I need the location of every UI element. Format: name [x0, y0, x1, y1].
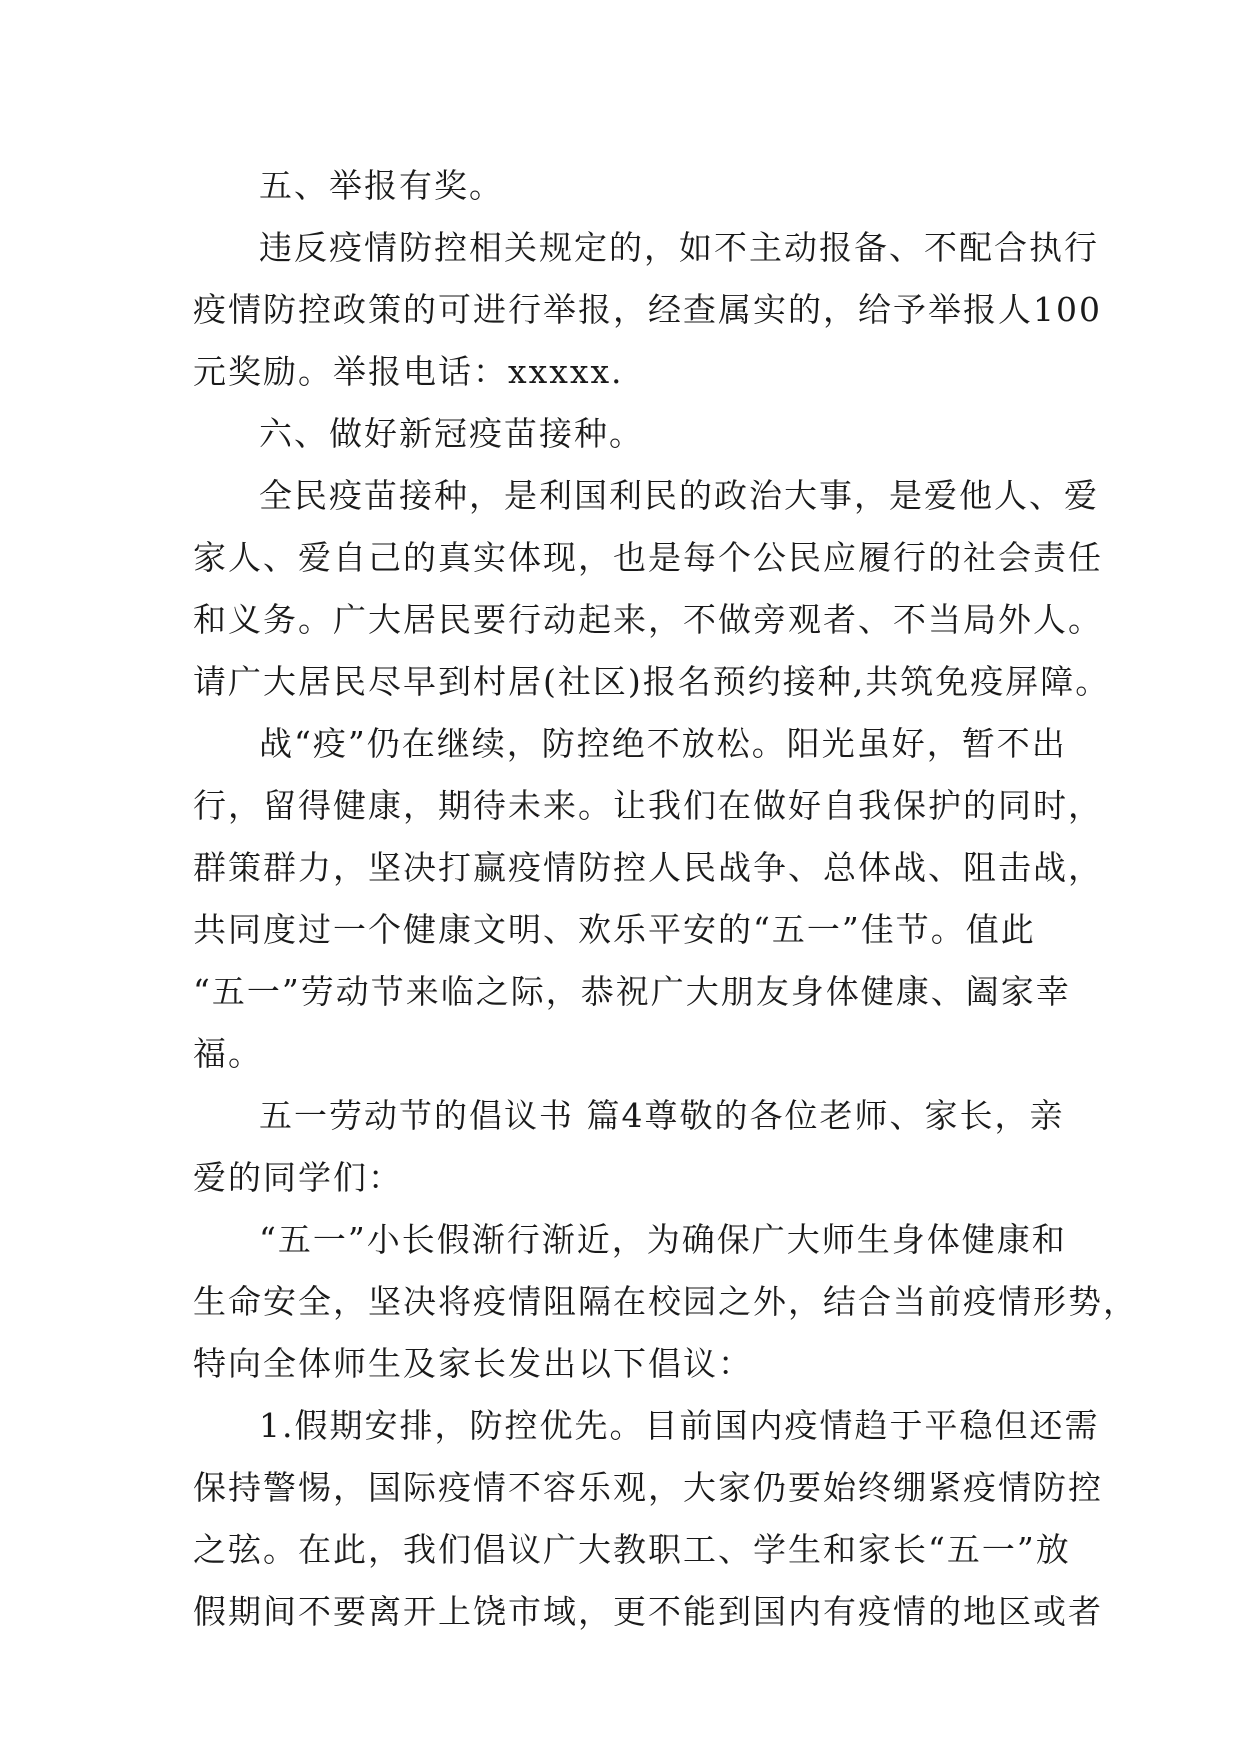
paragraph-line: 爱的同学们： — [193, 1158, 403, 1197]
paragraph-line: 特向全体师生及家长发出以下倡议： — [193, 1344, 753, 1383]
paragraph-line: 1.假期安排，防控优先。目前国内疫情趋于平稳但还需 — [259, 1406, 1100, 1445]
paragraph-line: 生命安全，坚决将疫情阻隔在校园之外，结合当前疫情形势， — [193, 1282, 1138, 1321]
paragraph-line: “五一”劳动节来临之际，恭祝广大朋友身体健康、阖家幸 — [193, 972, 1071, 1011]
section-heading-5: 五、举报有奖。 — [259, 166, 504, 205]
paragraph-line: 战“疫”仍在继续，防控绝不放松。阳光虽好，暂不出 — [259, 724, 1067, 763]
paragraph-line: 请广大居民尽早到村居(社区)报名预约接种,共筑免疫屏障。 — [193, 662, 1111, 701]
paragraph-line: 疫情防控政策的可进行举报，经查属实的，给予举报人100 — [193, 290, 1102, 329]
paragraph-line: 保持警惕，国际疫情不容乐观，大家仍要始终绷紧疫情防控 — [193, 1468, 1103, 1507]
paragraph-line: 家人、爱自己的真实体现，也是每个公民应履行的社会责任 — [193, 538, 1103, 577]
paragraph-line: 全民疫苗接种，是利国利民的政治大事，是爱他人、爱 — [259, 476, 1099, 515]
paragraph-line: 违反疫情防控相关规定的，如不主动报备、不配合执行 — [259, 228, 1099, 267]
paragraph-line: 福。 — [193, 1034, 263, 1073]
section-heading-6: 六、做好新冠疫苗接种。 — [259, 414, 644, 453]
paragraph-line: 之弦。在此，我们倡议广大教职工、学生和家长“五一”放 — [193, 1530, 1071, 1569]
paragraph-line: 假期间不要离开上饶市域，更不能到国内有疫情的地区或者 — [193, 1592, 1103, 1631]
article-title-line: 五一劳动节的倡议书 篇4尊敬的各位老师、家长，亲 — [259, 1096, 1065, 1135]
paragraph-line: 群策群力，坚决打赢疫情防控人民战争、总体战、阻击战， — [193, 848, 1103, 887]
paragraph-line: “五一”小长假渐行渐近，为确保广大师生身体健康和 — [259, 1220, 1067, 1259]
paragraph-line: 共同度过一个健康文明、欢乐平安的“五一”佳节。值此 — [193, 910, 1036, 949]
paragraph-line: 行，留得健康，期待未来。让我们在做好自我保护的同时， — [193, 786, 1103, 825]
paragraph-line: 元奖励。举报电话：xxxxx. — [193, 352, 624, 391]
paragraph-line: 和义务。广大居民要行动起来，不做旁观者、不当局外人。 — [193, 600, 1103, 639]
document-body — [193, 155, 1138, 1643]
